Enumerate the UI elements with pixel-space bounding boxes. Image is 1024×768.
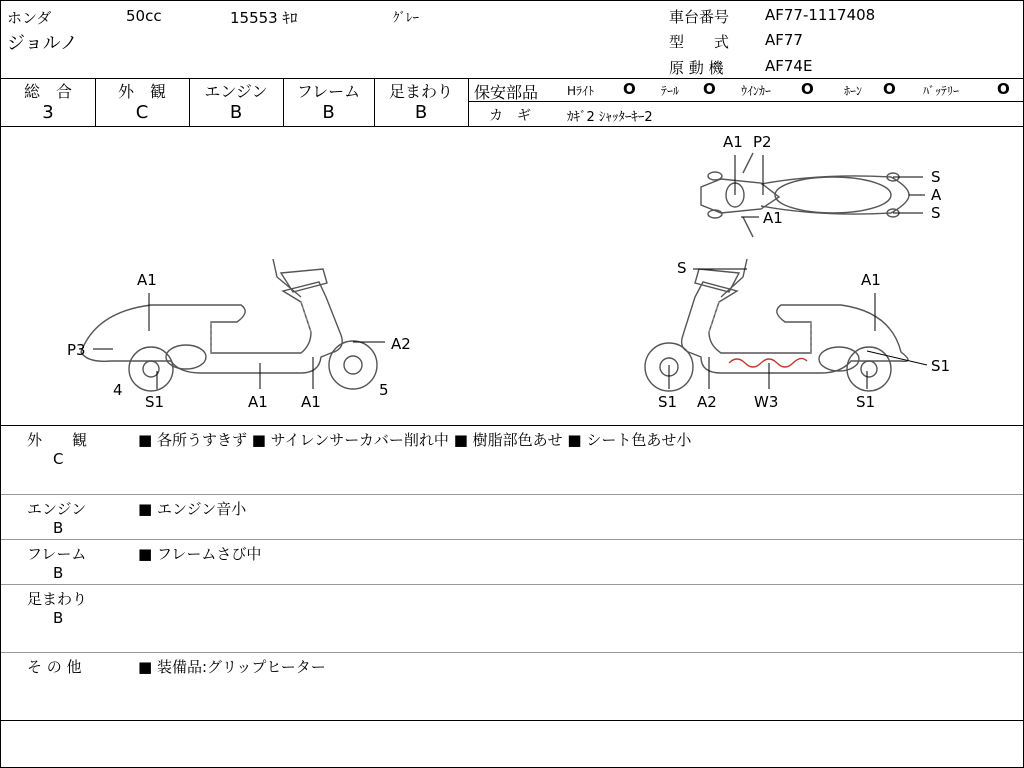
frame-no: AF77-1117408 (765, 6, 876, 24)
grade-frame-label: フレーム (296, 82, 361, 101)
section-frame-grade: B (53, 564, 64, 582)
safety-mark-winker: O (801, 80, 814, 98)
scooter-diagram (1, 127, 1023, 425)
section-suspension-grade: B (53, 609, 64, 627)
divider (468, 78, 469, 126)
section-engine-grade: B (53, 519, 64, 537)
label-left-5: 5 (379, 381, 389, 399)
label-left-a2: A2 (391, 335, 411, 353)
safety-item-horn: ﾎｰﾝ (844, 84, 863, 98)
section-frame-label: フレーム (27, 545, 87, 563)
scooter-top-view (701, 153, 909, 237)
label-right-w3: W3 (754, 393, 779, 411)
label-top-a: A (931, 186, 942, 204)
label-right-a2: A2 (697, 393, 717, 411)
divider (468, 101, 1023, 102)
key-value: ｶｷﾞ2 ｼｬｯﾀｰｷｰ2 (567, 110, 653, 125)
color: ｸﾞﾚｰ (393, 11, 419, 26)
label-left-s1: S1 (145, 393, 165, 411)
section-exterior-label: 外 観 (27, 431, 88, 449)
safety-item-tail: ﾃｰﾙ (661, 84, 680, 98)
label-right-s: S (677, 259, 687, 277)
safety-mark-tail: O (703, 80, 716, 98)
key-label: カ ギ (489, 108, 531, 124)
safety-mark-headlight: O (623, 80, 636, 98)
label-top-s2: S (931, 204, 941, 222)
divider (1, 539, 1023, 540)
grade-exterior-label: 外 観 (117, 82, 166, 101)
label-right-s1: S1 (931, 357, 951, 375)
section-other-label: そ の 他 (27, 658, 82, 676)
label-top-s: S (931, 168, 941, 186)
safety-item-winker: ｳｲﾝｶｰ (741, 84, 772, 98)
label-left-a1: A1 (137, 271, 157, 289)
section-exterior-remark: ■ 各所うすきず ■ サイレンサーカバー削れ中 ■ 樹脂部色あせ ■ シート色あせ小 (138, 431, 692, 449)
mileage: 15553 ｷﾛ (230, 9, 298, 27)
label-top-p2: P2 (753, 133, 772, 151)
safety-mark-battery: O (997, 80, 1010, 98)
safety-item-battery: ﾊﾞｯﾃﾘｰ (923, 84, 960, 98)
grade-suspension-value: B (414, 102, 428, 123)
section-engine-remark: ■ エンジン音小 (138, 500, 247, 518)
label-right-s1-b: S1 (658, 393, 678, 411)
divider (1, 494, 1023, 495)
displacement: 50cc (126, 7, 162, 25)
label-left-p3: P3 (67, 341, 86, 359)
label-top-a1: A1 (723, 133, 743, 151)
section-exterior-grade: C (53, 450, 64, 468)
grade-overall-label: 総 合 (23, 82, 72, 101)
grade-engine-label: エンジン (204, 82, 268, 101)
divider (1, 652, 1023, 653)
type-label: 型 式 (669, 33, 730, 51)
engine-value: AF74E (765, 57, 813, 75)
section-frame-remark: ■ フレームさび中 (138, 545, 262, 563)
safety-label: 保安部品 (474, 83, 539, 102)
grade-frame-value: B (322, 102, 335, 123)
model-name: ジョルノ (7, 33, 78, 54)
label-left-a1-b: A1 (248, 393, 268, 411)
section-suspension-label: 足まわり (27, 590, 88, 608)
divider (1, 584, 1023, 585)
label-top-a1-b: A1 (763, 209, 783, 227)
label-left-a1-c: A1 (301, 393, 321, 411)
grade-suspension-label: 足まわり (388, 82, 453, 101)
type-value: AF77 (765, 31, 803, 49)
grade-exterior-value: C (135, 102, 149, 123)
section-other-remark: ■ 装備品:グリップヒーター (138, 658, 326, 676)
maker: ホンダ (7, 9, 52, 27)
section-engine-label: エンジン (27, 500, 87, 518)
label-right-a1: A1 (861, 271, 881, 289)
divider (1, 720, 1023, 721)
grade-engine-value: B (229, 102, 243, 123)
label-right-s1-c: S1 (856, 393, 876, 411)
label-left-4: 4 (113, 381, 123, 399)
scratch-mark (729, 358, 807, 367)
divider (1, 425, 1023, 426)
safety-item-headlight: Hﾗｲﾄ (567, 84, 595, 98)
scooter-left-view (81, 259, 377, 391)
safety-mark-horn: O (883, 80, 896, 98)
engine-label: 原 動 機 (669, 59, 724, 77)
grade-overall-value: 3 (42, 102, 54, 123)
frame-no-label: 車台番号 (669, 8, 730, 26)
